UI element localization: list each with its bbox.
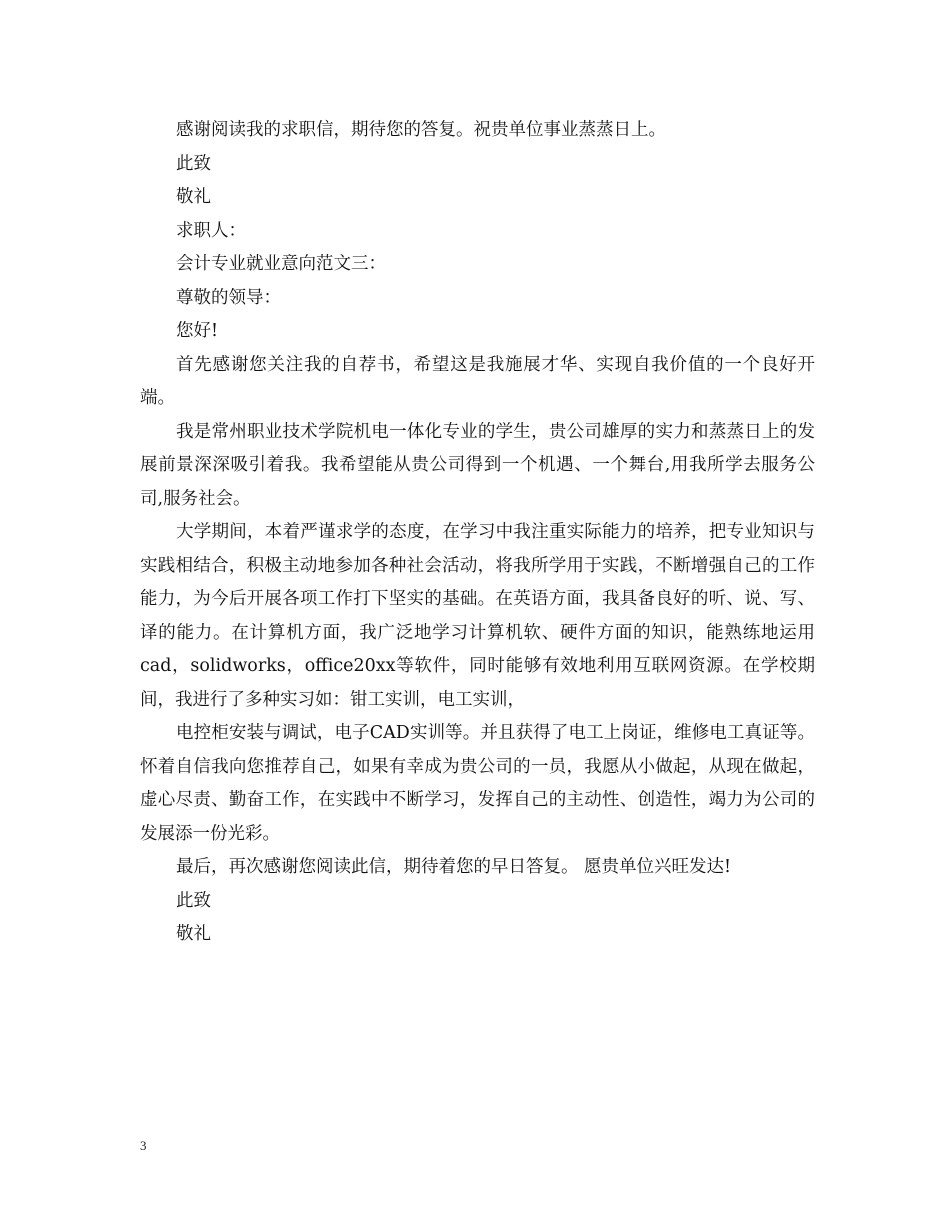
section-heading: 会计专业就业意向范文三： bbox=[176, 254, 386, 274]
paragraph-skills: 电控柜安装与调试，电子CAD实训等。并且获得了电工上岗证，维修电工真证等。 怀着自信我向您推荐自己，如果有幸成为贵公司的一员，我愿从小做起，从现在做起，虚心尽责、勤奋工作，在实践中不断学习，发挥自己的主动性、创造性，竭力为公司的发展添一份光彩。 bbox=[140, 723, 815, 844]
salutation-cizhi: 此致 bbox=[176, 153, 211, 174]
paragraph-university: 大学期间，本着严谨求学的态度，在学习中我注重实际能力的培养，把专业知识与实践相结合，积极主动地参加各种社会活动，将我所学用于实践，不断增强自己的工作能力，为今后开展各项工作打下坚实的基础。在英语方面，我具备良好的听、说、写、译的能力。在计算机方面，我广泛地学习计算机软、硬件方面的知识，能熟练地运用cad，solidworks，office20xx等软件，同时能够有效地利用互联网资源。在学校期间，我进行了多种实习如：钳工实训，电工实训， bbox=[140, 522, 815, 710]
document-body bbox=[140, 114, 815, 952]
thanks-line: 感谢阅读我的求职信，期待您的答复。祝贵单位事业蒸蒸日上。 bbox=[176, 120, 666, 140]
closing-cizhi: 此致 bbox=[176, 890, 211, 911]
closing-jingli: 敬礼 bbox=[176, 924, 211, 944]
greeting-leader: 尊敬的领导： bbox=[176, 287, 281, 308]
page-number: 3 bbox=[140, 1138, 147, 1153]
greeting-hello: 您好! bbox=[176, 321, 219, 341]
paragraph-intro: 首先感谢您关注我的自荐书，希望这是我施展才华、实现自我价值的一个良好开端。 bbox=[140, 354, 815, 408]
paragraph-background: 我是常州职业技术学院机电一体化专业的学生，贵公司雄厚的实力和蒸蒸日上的发展前景深深吸引着我。我希望能从贵公司得到一个机遇、一个舞台,用我所学去服务公司,服务社会。 bbox=[140, 421, 815, 509]
applicant-label: 求职人： bbox=[176, 220, 246, 241]
salutation-jingli: 敬礼 bbox=[176, 187, 211, 207]
closing-thanks: 最后，再次感谢您阅读此信，期待着您的早日答复。 愿贵单位兴旺发达! bbox=[176, 857, 732, 877]
